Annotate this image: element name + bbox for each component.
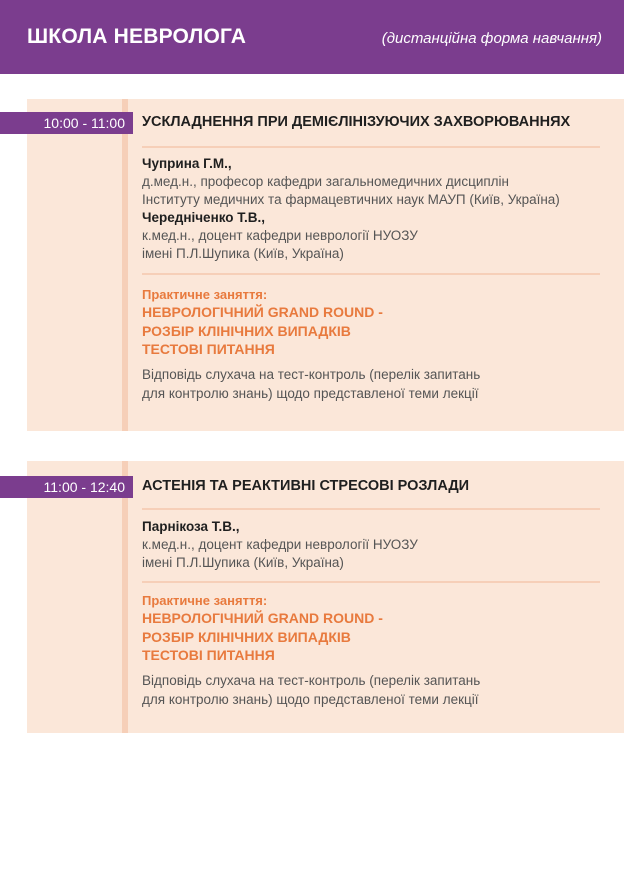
practice-heading: НЕВРОЛОГІЧНИЙ GRAND ROUND - bbox=[142, 610, 383, 626]
speaker-info-line: Інституту медичних та фармацевтичних наук МАУП (Київ, Україна) bbox=[142, 192, 560, 207]
card-divider bbox=[122, 99, 128, 431]
practice-heading: РОЗБІР КЛІНІЧНИХ ВИПАДКІВ bbox=[142, 628, 351, 645]
practice-heading: ТЕСТОВІ ПИТАННЯ bbox=[142, 647, 275, 663]
divider-line bbox=[142, 273, 600, 275]
divider-line bbox=[142, 508, 600, 510]
practice-heading: ТЕСТОВІ ПИТАННЯ bbox=[142, 341, 275, 357]
practice-description: Відповідь слухача на тест-контроль (перелік запитань bbox=[142, 672, 481, 688]
speaker-1 bbox=[142, 155, 560, 263]
time-badge-2: 11:00 - 12:40 bbox=[0, 476, 133, 498]
page-header bbox=[0, 0, 624, 74]
practice-heading: РОЗБІР КЛІНІЧНИХ ВИПАДКІВ bbox=[142, 322, 351, 339]
practice-description: Відповідь слухача на тест-контроль (перелік запитань bbox=[142, 366, 481, 382]
page-subtitle: (дистанційна форма навчання) bbox=[381, 30, 602, 47]
speaker-name: Парнікоза Т.В., bbox=[142, 519, 240, 534]
divider-line bbox=[142, 581, 600, 583]
practice-description: для контролю знань) щодо представленої теми лекції bbox=[142, 691, 479, 707]
practice-label: Практичне заняття: bbox=[142, 593, 268, 608]
page-title: ШКОЛА НЕВРОЛОГА bbox=[27, 25, 247, 48]
speaker-name: Чуприна Г.М., bbox=[142, 156, 232, 171]
card-divider bbox=[122, 461, 128, 733]
practice-heading: НЕВРОЛОГІЧНИЙ GRAND ROUND - bbox=[142, 304, 383, 320]
practice-block-1 bbox=[142, 286, 480, 403]
practice-label: Практичне заняття: bbox=[142, 287, 268, 302]
speaker-info-line: к.мед.н., доцент кафедри неврології НУОЗУ bbox=[142, 228, 418, 243]
session-title-1: УСКЛАДНЕННЯ ПРИ ДЕМІЄЛІНІЗУЮЧИХ ЗАХВОРЮВАННЯХ bbox=[142, 114, 571, 130]
speaker-info-line: імені П.Л.Шупика (Київ, Україна) bbox=[142, 555, 344, 570]
divider-line bbox=[142, 146, 600, 148]
speaker-info-line: імені П.Л.Шупика (Київ, Україна) bbox=[142, 246, 344, 261]
session-title-2: АСТЕНІЯ ТА РЕАКТИВНІ СТРЕСОВІ РОЗЛАДИ bbox=[142, 478, 470, 494]
practice-description: для контролю знань) щодо представленої теми лекції bbox=[142, 385, 479, 401]
speaker-info-line: д.мед.н., професор кафедри загальномедичних дисциплін bbox=[142, 174, 510, 189]
speaker-3 bbox=[142, 518, 418, 572]
speaker-info-line: к.мед.н., доцент кафедри неврології НУОЗУ bbox=[142, 537, 418, 552]
time-badge-1: 10:00 - 11:00 bbox=[0, 112, 133, 134]
practice-block-2 bbox=[142, 592, 480, 709]
speaker-name: Чередніченко Т.В., bbox=[142, 210, 266, 225]
